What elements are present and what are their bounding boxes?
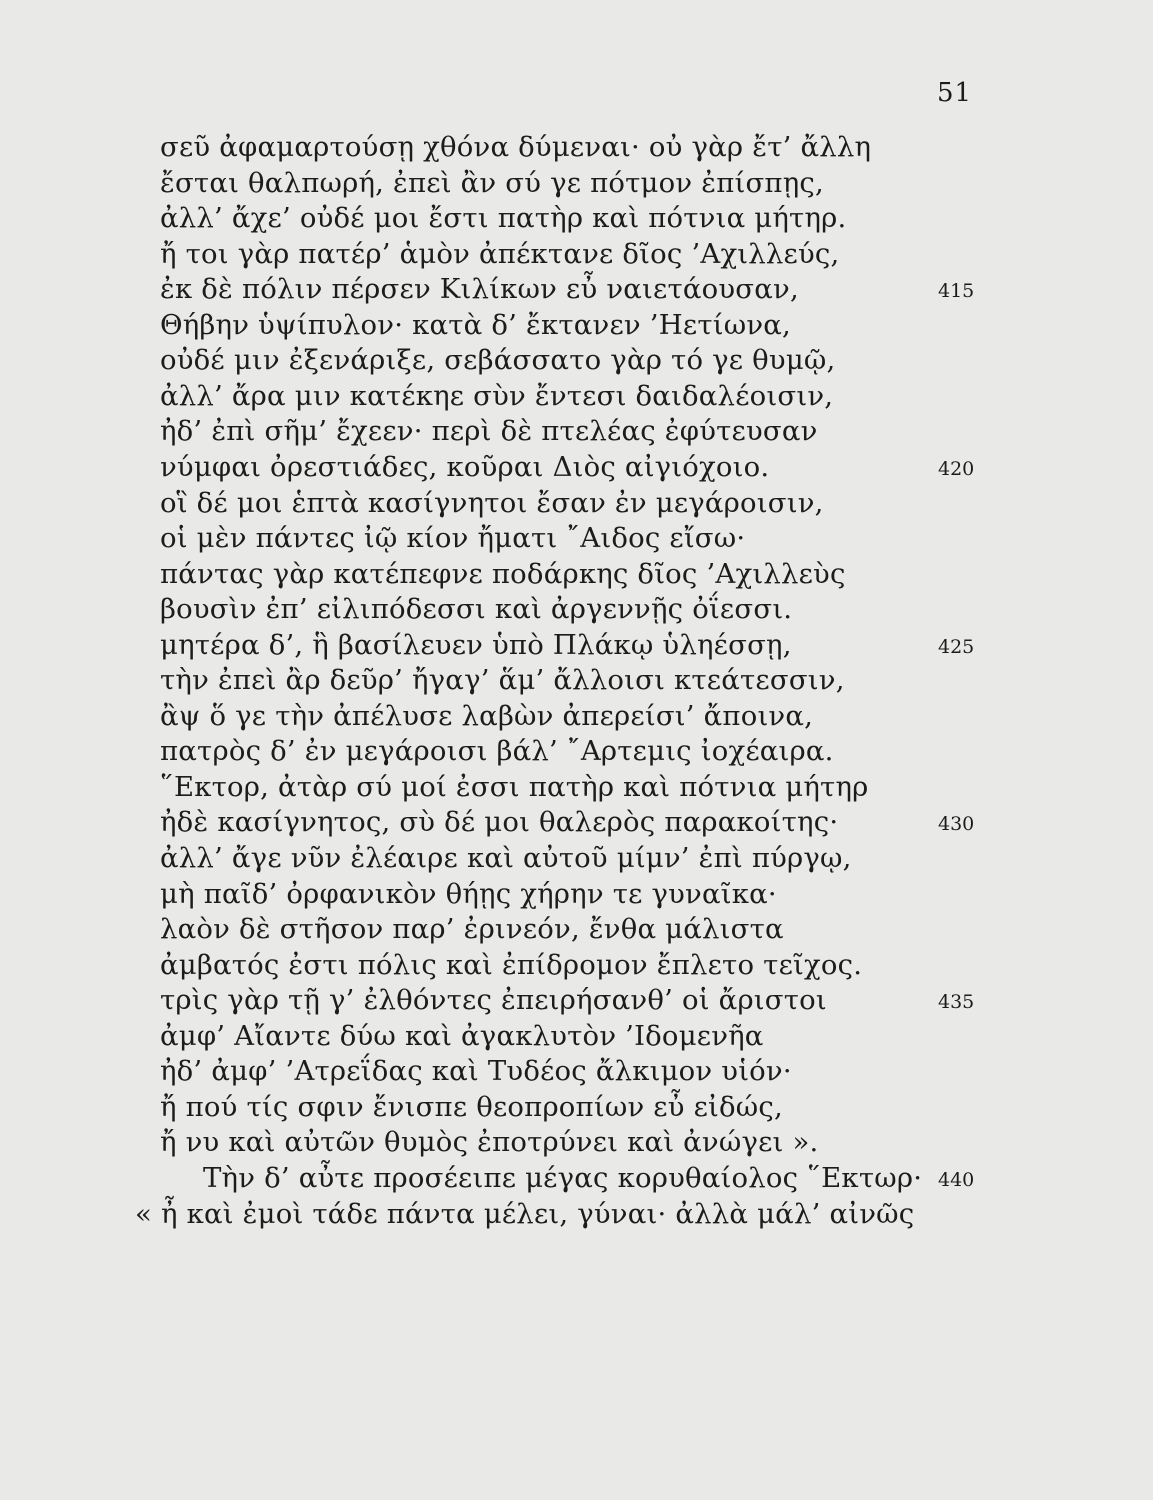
verse-line: ἤ πού τίς σφιν ἔνισπε θεοπροπίων εὖ εἰδώς, — [160, 1091, 783, 1123]
verse-line: ἠδ’ ἀμφ’ ’Ατρεΐδας καὶ Τυδέος ἄλκιμον υἱόν· — [160, 1055, 792, 1087]
verse-line: ἀμβατός ἐστι πόλις καὶ ἐπίδρομον ἔπλετο τεῖχος. — [160, 949, 863, 981]
verse-line: οἱ μὲν πάντες ἰῷ κίον ἤματι ῎Αιδος εἴσω· — [160, 522, 746, 554]
verse-line: τρὶς γὰρ τῇ γ’ ἐλθόντες ἐπειρήσανθ’ οἱ ἄριστοι — [160, 984, 827, 1016]
line-number: 430 — [938, 813, 975, 835]
verse-line: οἳ δέ μοι ἑπτὰ κασίγνητοι ἔσαν ἐν μεγάροισιν, — [160, 487, 824, 519]
verse-line: πάντας γὰρ κατέπεφνε ποδάρκης δῖος ’Αχιλλεὺς — [160, 558, 846, 590]
verse-line: λαὸν δὲ στῆσον παρ’ ἐρινεόν, ἔνθα μάλιστα — [160, 913, 784, 945]
verse-line: Τὴν δ’ αὖτε προσέειπε μέγας κορυθαίολος ῞Εκτωρ· — [203, 1162, 923, 1194]
verse-line: ἔσται θαλπωρή, ἐπεὶ ἂν σύ γε πότμον ἐπίσπῃς, — [160, 167, 824, 199]
line-number: 420 — [938, 458, 975, 480]
verse-line: ἠδ’ ἐπὶ σῆμ’ ἔχεεν· περὶ δὲ πτελέας ἐφύτευσαν — [160, 415, 818, 447]
verse-line: μὴ παῖδ’ ὀρφανικὸν θήῃς χήρην τε γυναῖκα· — [160, 878, 777, 910]
verse-line: νύμφαι ὀρεστιάδες, κοῦραι Διὸς αἰγιόχοιο. — [160, 451, 770, 483]
line-number: 435 — [938, 991, 975, 1013]
verse-line: σεῦ ἀφαμαρτούσῃ χθόνα δύμεναι· οὐ γὰρ ἔτ’ ἄλλη — [160, 131, 872, 163]
line-number: 440 — [938, 1169, 975, 1191]
page-number: 51 — [937, 78, 973, 108]
verse-line: ἀλλ’ ἄχε’ οὐδέ μοι ἔστι πατὴρ καὶ πότνια μήτηρ. — [160, 202, 847, 234]
verse-line: ἀμφ’ Αἴαντε δύω καὶ ἀγακλυτὸν ’Ιδομενῆα — [160, 1020, 764, 1052]
verse-line: οὐδέ μιν ἐξενάριξε, σεβάσσατο γὰρ τό γε θυμῷ, — [160, 344, 836, 376]
verse-line: ἐκ δὲ πόλιν πέρσεν Κιλίκων εὖ ναιετάουσαν, — [160, 273, 799, 305]
verse-line: τὴν ἐπεὶ ἂρ δεῦρ’ ἤγαγ’ ἅμ’ ἄλλοισι κτεάτεσσιν, — [160, 664, 845, 696]
verse-line: ἠδὲ κασίγνητος, σὺ δέ μοι θαλερὸς παρακοίτης· — [160, 806, 839, 838]
verse-line: μητέρα δ’, ἣ βασίλευεν ὑπὸ Πλάκῳ ὑληέσσῃ, — [160, 629, 792, 661]
verse-line: ἂψ ὅ γε τὴν ἀπέλυσε λαβὼν ἀπερείσι’ ἄποινα, — [160, 700, 814, 732]
verse-line: ἤ νυ καὶ αὐτῶν θυμὸς ἐποτρύνει καὶ ἀνώγει ». — [160, 1126, 819, 1158]
verse-line: πατρὸς δ’ ἐν μεγάροισι βάλ’ ῎Αρτεμις ἰοχέαιρα. — [160, 735, 834, 767]
verse-line: βουσὶν ἐπ’ εἰλιπόδεσσι καὶ ἀργεννῇς ὀΐεσσι. — [160, 593, 793, 625]
verse-line: « ἦ καὶ ἐμοὶ τάδε πάντα μέλει, γύναι· ἀλλὰ μάλ’ αἰνῶς — [135, 1198, 915, 1230]
verse-line: ἀλλ’ ἄγε νῦν ἐλέαιρε καὶ αὐτοῦ μίμν’ ἐπὶ πύργῳ, — [160, 842, 852, 874]
line-number: 415 — [938, 280, 975, 302]
line-number: 425 — [938, 636, 975, 658]
verse-line: Θήβην ὑψίπυλον· κατὰ δ’ ἔκτανεν ’Ηετίωνα, — [160, 309, 791, 341]
verse-line: ῞Εκτορ, ἀτὰρ σύ μοί ἐσσι πατὴρ καὶ πότνια μήτηρ — [160, 771, 869, 803]
verse-line: ἤ τοι γὰρ πατέρ’ ἁμὸν ἀπέκτανε δῖος ’Αχιλλεύς, — [160, 238, 840, 270]
verse-line: ἀλλ’ ἄρα μιν κατέκηε σὺν ἔντεσι δαιδαλέοισιν, — [160, 380, 834, 412]
